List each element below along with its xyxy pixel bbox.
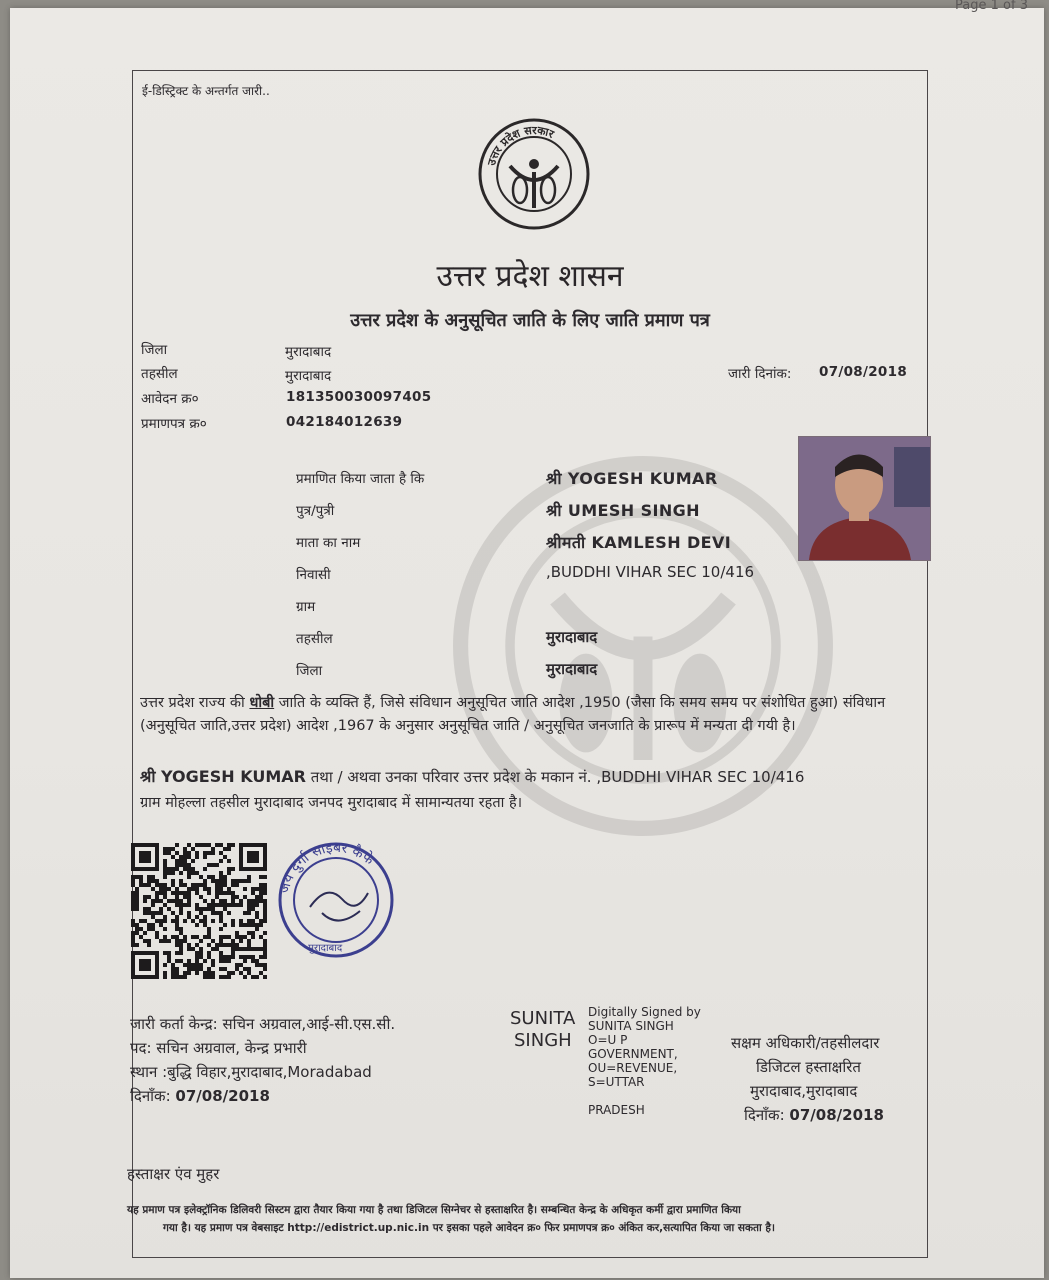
footer-line-1: यह प्रमाण पत्र इलेक्ट्रॉनिक डिलिवरी सिस्टम द्वारा तैयार किया गया है तथा डिजिटल सिग्नेचर से हस्ताक्षरित है। सम्बन्धित केन्द्र के अधिकृत कर्मी द्वारा प्रमाणित किया [127,1204,741,1216]
signature-line: OU=REVENUE, [588,1061,678,1075]
applicant-photo [798,436,931,561]
detail-label: निवासी [296,567,331,583]
authority-date-value: 07/08/2018 [789,1106,884,1124]
seal-bottom-text: मुरादाबाद [308,943,343,954]
detail-label: जिला [296,663,323,679]
issuer-post: पद: सचिन अग्रवाल, केन्द्र प्रभारी [130,1039,307,1057]
signature-line [588,1089,701,1103]
detail-value-residence: ,BUDDHI VIHAR SEC 10/416 [546,563,755,581]
district-value: मुरादाबाद [285,344,332,360]
issuer-place: स्थान :बुद्धि विहार,मुरादाबाद,Moradabad [130,1063,372,1081]
issuer-date-value: 07/08/2018 [175,1087,270,1105]
up-government-emblem [476,116,592,232]
footer-line-2: गया है। यह प्रमाण पत्र वेबसाइट http://edistrict.up.nic.in पर इसका पहले आवेदन क्र० फिर प्रमाणपत्र क्र० अंकित कर,सत्यापित किया जा सकता है। [163,1222,775,1234]
issuing-center: जारी कर्ता केन्द्र: सचिन अग्रवाल,आई-सी.एस.सी. [130,1015,396,1033]
seal-top-text: जय दुर्गा साइबर कैफे [276,839,377,895]
authority-signed: डिजिटल हस्ताक्षरित [756,1058,861,1076]
svg-text:उत्तर प्रदेश सरकार [485,124,556,168]
authority-date [744,1105,884,1125]
signer-name-line2: SINGH [514,1030,572,1051]
resident-address: ,BUDDHI VIHAR SEC 10/416 [596,768,805,786]
detail-label: ग्राम [296,599,316,615]
emblem-text: उत्तर प्रदेश सरकार [485,123,556,167]
signature-seal-label: हस्ताक्षर एंव मुहर [127,1165,220,1183]
certificate-subtitle: उत्तर प्रदेश के अनुसूचित जाति के लिए जाति प्रमाण पत्र [350,310,710,331]
detail-value-district: मुरादाबाद [546,660,598,678]
certificate-sheet [10,0,1044,1278]
signature-line: S=UTTAR [588,1075,645,1089]
caste-statement [140,692,900,738]
authority-place: मुरादाबाद,मुरादाबाद [750,1082,858,1100]
resident-name: श्री YOGESH KUMAR [140,767,306,786]
detail-label: तहसील [296,631,333,647]
residence-statement [140,765,920,789]
issue-date-label: जारी दिनांक: [728,366,792,382]
person-photo-icon [799,437,930,560]
detail-value-father: श्री UMESH SINGH [546,501,700,520]
issued-under-note: ई-डिस्ट्रिक्ट के अन्तर्गत जारी.. [142,84,270,98]
signer-name-line1: SUNITA [510,1008,576,1029]
authority-title: सक्षम अधिकारी/तहसीलदार [731,1034,880,1052]
signature-line: O=U P [588,1033,628,1047]
detail-label: माता का नाम [296,535,361,551]
district-label: जिला [141,342,168,358]
application-number-label: आवेदन क्र० [141,391,199,407]
certificate-number-value: 042184012639 [286,414,403,430]
signature-line: Digitally Signed by [588,1005,701,1019]
certificate-frame [127,70,928,1258]
digital-signature-details [588,1005,701,1117]
issuer-date [130,1086,270,1106]
qr-code [131,843,271,979]
detail-value-tehsil: मुरादाबाद [546,628,598,646]
caste-statement-pre: उत्तर प्रदेश राज्य की [140,695,250,711]
caste-name: धोबी [249,695,275,711]
tehsil-label: तहसील [141,366,178,382]
detail-value-name: श्री YOGESH KUMAR [546,469,718,488]
signature-line: GOVERNMENT, [588,1047,678,1061]
issue-date-value: 07/08/2018 [819,364,908,380]
detail-label: पुत्र/पुत्री [296,503,335,519]
cafe-seal-stamp [272,833,398,968]
signature-line: PRADESH [588,1103,645,1117]
page-title: उत्तर प्रदेश शासन [436,259,624,294]
detail-label: प्रमाणित किया जाता है कि [296,471,425,487]
digital-signer-name [510,1008,575,1052]
application-number-value: 181350030097405 [286,389,432,405]
issuer-date-label: दिनाँक: [130,1087,171,1105]
residence-statement-mid: तथा / अथवा उनका परिवार उत्तर प्रदेश के मकान नं. [305,768,597,786]
signature-line: SUNITA SINGH [588,1019,674,1033]
residence-statement-tail: ग्राम मोहल्ला तहसील मुरादाबाद जनपद मुरादाबाद में सामान्यतया रहता है। [140,795,523,811]
authority-date-label: दिनाँक: [744,1106,785,1124]
caste-statement-post: जाति के व्यक्ति हैं, जिसे संविधान अनुसूचित जाति आदेश ,1950 (जैसा कि समय समय पर संशोधित हुआ) संविधान (अनुसूचित जाति,उत्तर प्रदेश) आदेश ,1967 के अनुसार अनुसूचित जाति / अनुसूचित जनजाति के प्रारूप में मन्यता दी गयी है। [140,695,886,734]
tehsil-value: मुरादाबाद [285,368,332,384]
page-number: Page 1 of 3 [955,0,1028,13]
detail-value-mother: श्रीमती KAMLESH DEVI [546,533,732,552]
certificate-number-label: प्रमाणपत्र क्र० [141,416,207,432]
